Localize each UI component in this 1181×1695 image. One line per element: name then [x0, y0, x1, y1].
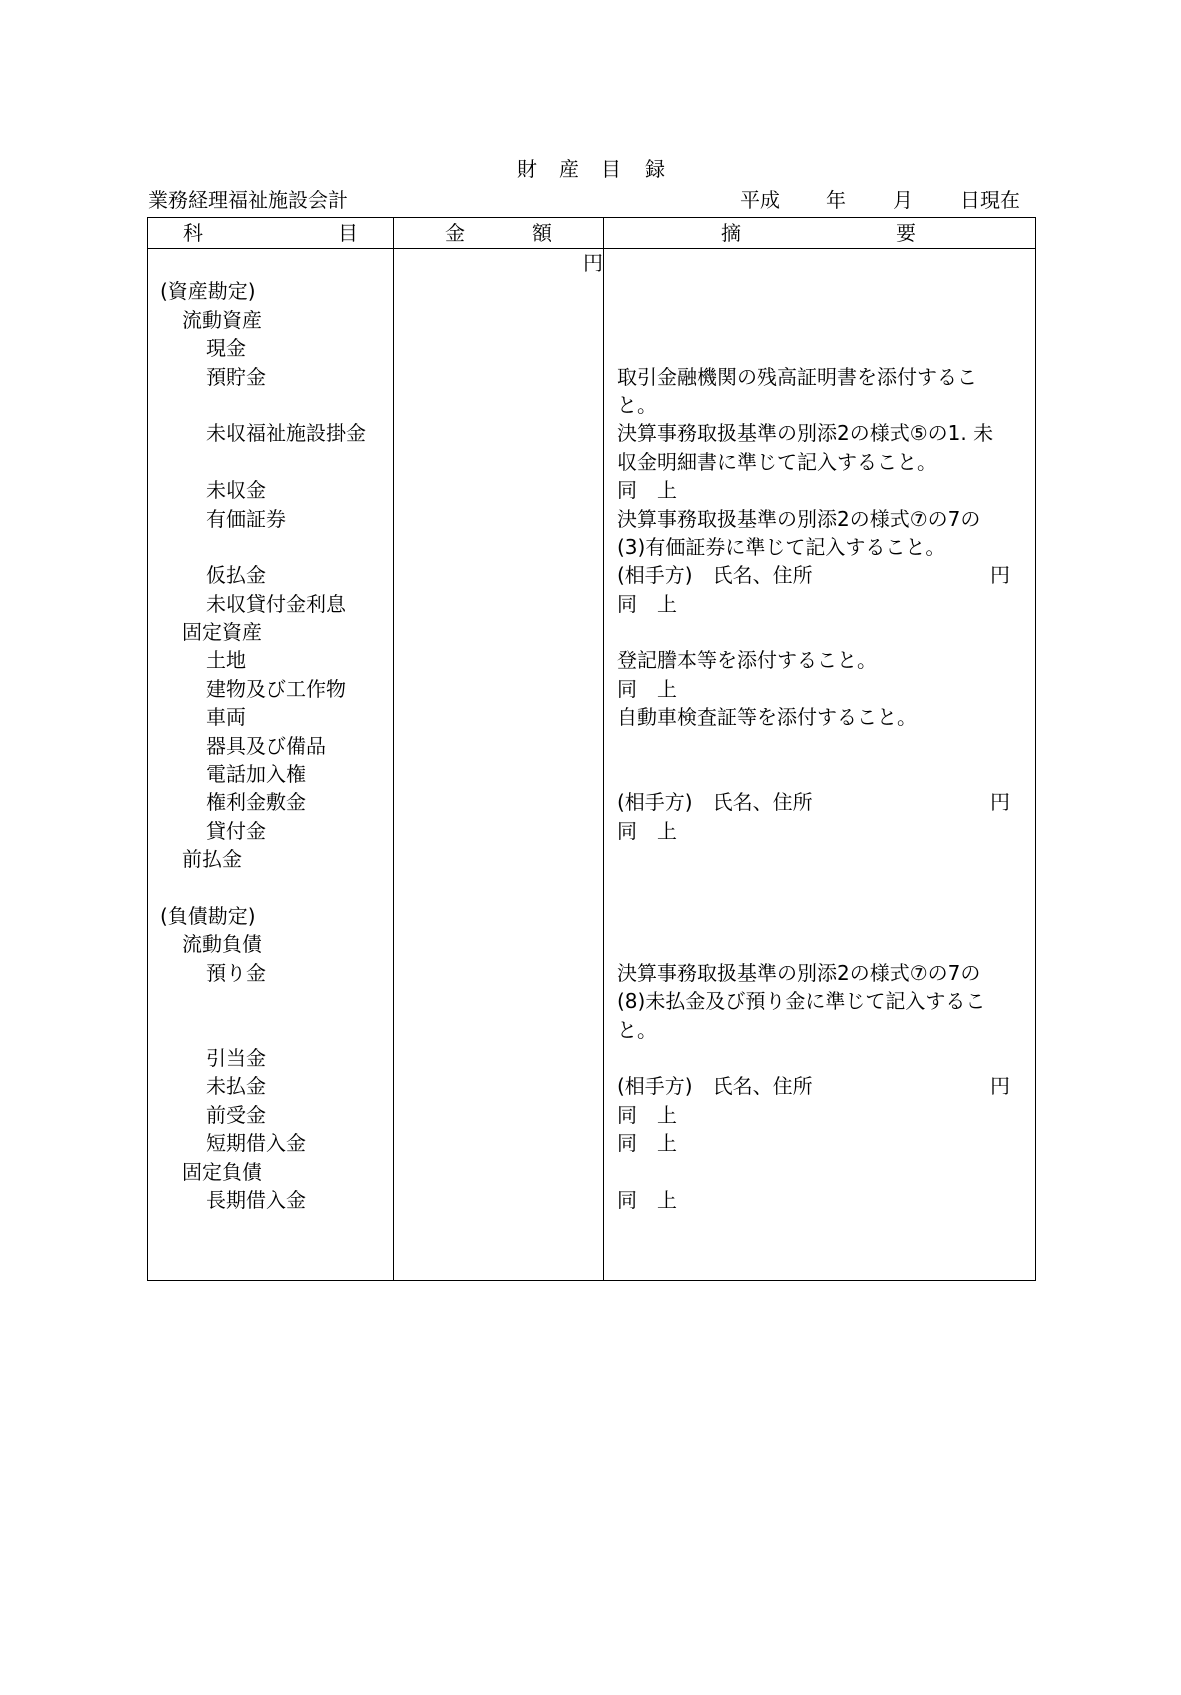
table-row — [148, 561, 1035, 589]
amount-cell — [393, 618, 603, 646]
title-char: 録 — [645, 157, 665, 181]
table-row — [148, 703, 1035, 731]
remark-line — [617, 391, 1035, 419]
remark-text: (相手方) 氏名、住所 — [617, 1074, 813, 1099]
amount-cell — [393, 788, 603, 816]
remark-text: 同 上 — [617, 1187, 677, 1212]
account-item: 固定資産 — [182, 620, 262, 645]
remark-line — [617, 306, 1035, 334]
amount-cell — [393, 590, 603, 618]
remark-text: (相手方) 氏名、住所 — [617, 790, 813, 815]
remark-line — [617, 334, 1035, 362]
remark-text: と。 — [617, 1017, 657, 1042]
header-remarks: 要 — [896, 221, 916, 245]
remark-line — [617, 1044, 1035, 1072]
amount-cell — [393, 1072, 603, 1100]
table-row — [148, 590, 1035, 618]
remark-text: (8)未払金及び預り金に準じて記入するこ — [617, 989, 986, 1014]
amount-cell — [393, 845, 603, 873]
account-item: 未収貸付金利息 — [206, 591, 346, 616]
remark-text: (3)有価証券に準じて記入すること。 — [617, 534, 946, 559]
amount-cell — [393, 1158, 603, 1186]
amount-cell — [393, 646, 603, 674]
table-row — [148, 902, 1035, 930]
remark-text: 同 上 — [617, 1131, 677, 1156]
date-day: 日現在 — [960, 188, 1020, 212]
account-item: 仮払金 — [206, 563, 266, 588]
remark-line — [617, 363, 1035, 391]
remark-line — [617, 277, 1035, 305]
header-item: 目 — [338, 221, 358, 245]
account-item: 未払金 — [206, 1074, 266, 1099]
account-item — [148, 874, 393, 902]
date-era: 平成 — [740, 188, 780, 212]
amount-cell — [393, 1129, 603, 1157]
table-row — [148, 817, 1035, 845]
remark-text: (相手方) 氏名、住所 — [617, 563, 813, 588]
table-row — [148, 874, 1035, 902]
account-item: 流動負債 — [182, 932, 262, 957]
table-row — [148, 363, 1035, 420]
remark-text: 取引金融機関の残高証明書を添付するこ — [617, 364, 977, 389]
partner-amount-unit: 円 — [990, 1074, 1010, 1099]
table-body — [148, 249, 1035, 1214]
table-row — [148, 760, 1035, 788]
table-row — [148, 732, 1035, 760]
amount-cell — [393, 1186, 603, 1214]
amount-cell — [393, 902, 603, 930]
remark-line — [617, 1158, 1035, 1186]
amount-cell — [393, 1016, 603, 1044]
table-row — [148, 959, 1035, 1044]
account-item: 土地 — [206, 648, 246, 673]
account-item: (負債勘定) — [160, 903, 256, 928]
remark-line — [617, 1186, 1035, 1214]
title-char: 財 — [517, 157, 537, 181]
remark-text: 自動車検査証等を添付すること。 — [617, 705, 917, 730]
remark-line — [617, 703, 1035, 731]
account-item: 権利金敷金 — [206, 790, 306, 815]
table-row — [148, 277, 1035, 305]
amount-cell — [393, 561, 603, 589]
amount-cell — [393, 448, 603, 476]
amount-cell — [393, 760, 603, 788]
amount-cell — [393, 277, 603, 305]
remark-text: 決算事務取扱基準の別添2の様式⑦の7の — [617, 506, 981, 531]
remark-line — [617, 646, 1035, 674]
table-row — [148, 646, 1035, 674]
table-row — [148, 1072, 1035, 1100]
remark-text: 同 上 — [617, 591, 677, 616]
table-row — [148, 306, 1035, 334]
account-item: 前受金 — [206, 1102, 266, 1127]
remark-line — [617, 845, 1035, 873]
amount-cell — [393, 505, 603, 533]
amount-cell — [393, 987, 603, 1015]
header-item: 科 — [183, 221, 203, 245]
table-row — [148, 618, 1035, 646]
account-item: 未収福祉施設掛金 — [206, 421, 366, 446]
account-item: 電話加入権 — [206, 762, 306, 787]
amount-cell — [393, 419, 603, 447]
amount-cell — [393, 732, 603, 760]
account-item: 器具及び備品 — [206, 733, 326, 758]
table-row — [148, 1158, 1035, 1186]
table-row — [148, 476, 1035, 504]
remark-line — [617, 1129, 1035, 1157]
amount-cell — [393, 306, 603, 334]
table-row — [148, 334, 1035, 362]
remark-line — [617, 902, 1035, 930]
remark-line — [617, 505, 1035, 533]
account-item: 前払金 — [182, 847, 242, 872]
remark-line — [617, 959, 1035, 987]
date-month: 月 — [893, 188, 913, 212]
remark-line — [617, 732, 1035, 760]
remark-line — [617, 561, 1035, 589]
account-item: 車両 — [206, 705, 246, 730]
remark-line — [617, 930, 1035, 958]
remark-line — [617, 533, 1035, 561]
remark-text: 同 上 — [617, 818, 677, 843]
account-item: 固定負債 — [182, 1159, 262, 1184]
remark-line — [617, 788, 1035, 816]
remark-line — [617, 987, 1035, 1015]
account-item: (資産勘定) — [160, 279, 256, 304]
account-item: 長期借入金 — [206, 1187, 306, 1212]
remark-line — [617, 1016, 1035, 1044]
remark-line — [617, 1072, 1035, 1100]
table-row — [148, 675, 1035, 703]
amount-cell — [393, 675, 603, 703]
amount-cell — [393, 334, 603, 362]
account-item: 短期借入金 — [206, 1131, 306, 1156]
amount-cell — [393, 703, 603, 731]
amount-cell — [393, 476, 603, 504]
table-row — [148, 1186, 1035, 1214]
amount-cell — [393, 1044, 603, 1072]
account-item: 預貯金 — [206, 364, 266, 389]
amount-cell — [393, 1101, 603, 1129]
title-char: 産 — [559, 157, 579, 181]
amount-cell — [393, 874, 603, 902]
remark-text: 登記謄本等を添付すること。 — [617, 648, 877, 673]
amount-cell — [393, 817, 603, 845]
account-item: 引当金 — [206, 1045, 266, 1070]
amount-cell — [393, 391, 603, 419]
unit-row — [148, 249, 1035, 277]
account-item: 現金 — [206, 336, 246, 361]
remark-text: 同 上 — [617, 478, 677, 503]
date-year: 年 — [826, 188, 846, 212]
partner-amount-unit: 円 — [990, 563, 1010, 588]
amount-cell — [393, 930, 603, 958]
remark-line — [617, 419, 1035, 447]
title-char: 目 — [601, 157, 621, 181]
asset-inventory-table — [147, 217, 1036, 1281]
amount-cell — [393, 533, 603, 561]
remark-text: 同 上 — [617, 676, 677, 701]
table-row — [148, 1044, 1035, 1072]
amount-cell — [393, 959, 603, 987]
account-name: 業務経理福祉施設会計 — [148, 188, 348, 212]
remark-text: 決算事務取扱基準の別添2の様式⑦の7の — [617, 960, 981, 985]
remark-line — [617, 874, 1035, 902]
header-amount: 額 — [532, 221, 552, 245]
remark-line — [617, 618, 1035, 646]
remark-text: 決算事務取扱基準の別添2の様式⑤の1. 未 — [617, 421, 994, 446]
table-row — [148, 505, 1035, 562]
remark-line — [617, 448, 1035, 476]
table-row — [148, 930, 1035, 958]
table-row — [148, 788, 1035, 816]
remark-line — [617, 590, 1035, 618]
header-amount: 金 — [445, 221, 465, 245]
account-item: 貸付金 — [206, 818, 266, 843]
remark-text: と。 — [617, 392, 657, 417]
header-remarks: 摘 — [721, 221, 741, 245]
remark-line — [617, 476, 1035, 504]
amount-cell — [393, 363, 603, 391]
table-row — [148, 1129, 1035, 1157]
account-item: 未収金 — [206, 478, 266, 503]
table-row — [148, 845, 1035, 873]
remark-text: 同 上 — [617, 1102, 677, 1127]
partner-amount-unit: 円 — [990, 790, 1010, 815]
account-item: 建物及び工作物 — [206, 676, 346, 701]
table-row — [148, 1101, 1035, 1129]
account-item: 有価証券 — [206, 506, 286, 531]
remark-line — [617, 1101, 1035, 1129]
amount-unit: 円 — [583, 251, 603, 275]
remark-text: 収金明細書に準じて記入すること。 — [617, 449, 937, 474]
remark-line — [617, 817, 1035, 845]
remark-line — [617, 675, 1035, 703]
table-row — [148, 419, 1035, 476]
remark-line — [617, 760, 1035, 788]
account-item: 預り金 — [206, 960, 266, 985]
account-item: 流動資産 — [182, 307, 262, 332]
